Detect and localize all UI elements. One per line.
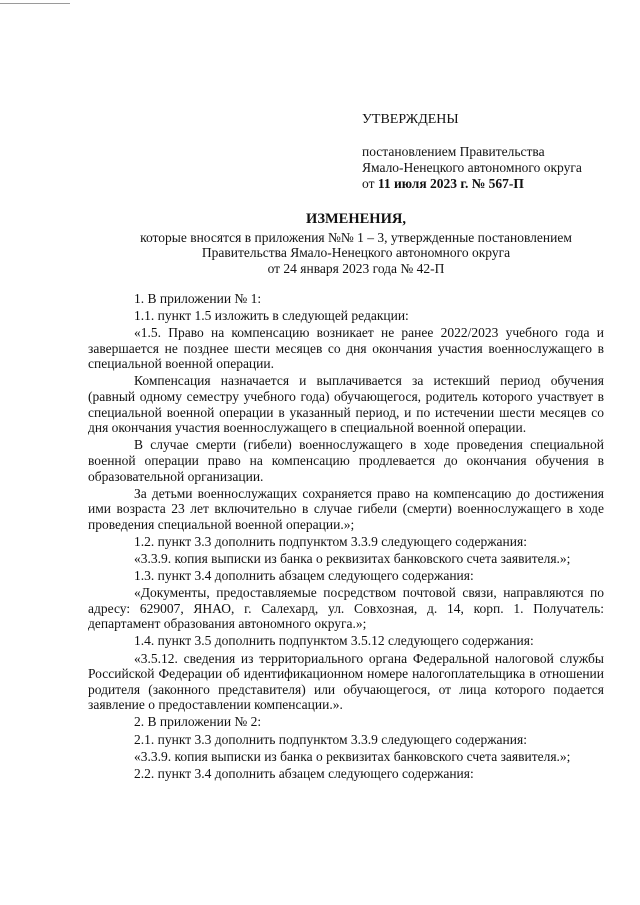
paragraph: 1. В приложении № 1: <box>134 291 262 306</box>
document-body <box>88 291 604 783</box>
paragraph: 1.2. пункт 3.3 дополнить подпунктом 3.3.9 следующего содержания: <box>134 533 527 549</box>
paragraph: За детьми военнослужащих сохраняется право на компенсацию до достижения ими возраста 23 лет включительно в случае гибели (смерти) военнослужащего в ходе проведения специальной военной операции.»; <box>88 485 604 532</box>
paragraph: «Документы, предоставляемые посредством почтовой связи, направляются по адресу: 629007, ЯНАО, г. Салехард, ул. Совхозная, д. 14, корп. 1. Получатель: департамент образования автономного округа.»; <box>88 585 604 632</box>
document-title: ИЗМЕНЕНИЯ, <box>306 211 406 227</box>
heading-line: от 24 января 2023 года № 42-П <box>267 260 445 276</box>
paragraph: В случае смерти (гибели) военнослужащего в ходе проведения специальной военной операции право на компенсацию продлевается до окончания обучения в образовательной организации. <box>88 437 604 484</box>
approval-line: постановлением Правительства <box>362 144 545 159</box>
document-heading <box>96 212 616 276</box>
paragraph: «1.5. Право на компенсацию возникает не ранее 2022/2023 учебного года и завершается не позднее шести месяцев со дня окончания участия военнослужащего в специальной военной операции. <box>88 325 604 372</box>
approval-date-prefix: от <box>362 176 375 191</box>
approval-title: УТВЕРЖДЕНЫ <box>362 112 459 127</box>
heading-line: Правительства Ямало-Ненецкого автономного округа <box>201 245 511 260</box>
paragraph: «3.3.9. копия выписки из банка о реквизитах банковского счета заявителя.»; <box>134 748 571 764</box>
approval-line: Ямало-Ненецкого автономного округа <box>362 160 582 175</box>
approval-date <box>362 176 582 192</box>
paragraph: 1.1. пункт 1.5 изложить в следующей редакции: <box>134 308 409 324</box>
paragraph: 2.2. пункт 3.4 дополнить абзацем следующего содержания: <box>134 765 474 781</box>
paragraph: 1.3. пункт 3.4 дополнить абзацем следующего содержания: <box>134 568 474 584</box>
paragraph: «3.3.9. копия выписки из банка о реквизитах банковского счета заявителя.»; <box>134 551 571 566</box>
approval-block <box>362 112 582 192</box>
paragraph: «3.5.12. сведения из территориального органа Федеральной налоговой службы Российской Федерации об идентификационном номере налогоплательщика в отношении родителя (законного представителя) или обучающегося, от лица которого подается заявление о предоставлении компенсации.». <box>88 650 604 713</box>
heading-line: которые вносятся в приложения №№ 1 – 3, утвержденные постановлением <box>140 229 572 245</box>
paragraph: 2. В приложении № 2: <box>134 714 262 730</box>
approval-date-stamp: 11 июля 2023 г. № 567-П <box>377 176 524 191</box>
paragraph: Компенсация назначается и выплачивается за истекший период обучения (равный одному семестру учебного года) обучающегося, родитель которого участвует в специальной военной операции в указанный период, и по истечении шести месяцев со дня окончания участия военнослужащего в специальной военной операции. <box>88 373 604 436</box>
paragraph: 1.4. пункт 3.5 дополнить подпунктом 3.5.12 следующего содержания: <box>134 633 534 649</box>
scan-edge-line <box>0 3 70 4</box>
paragraph: 2.1. пункт 3.3 дополнить подпунктом 3.3.9 следующего содержания: <box>134 731 527 747</box>
